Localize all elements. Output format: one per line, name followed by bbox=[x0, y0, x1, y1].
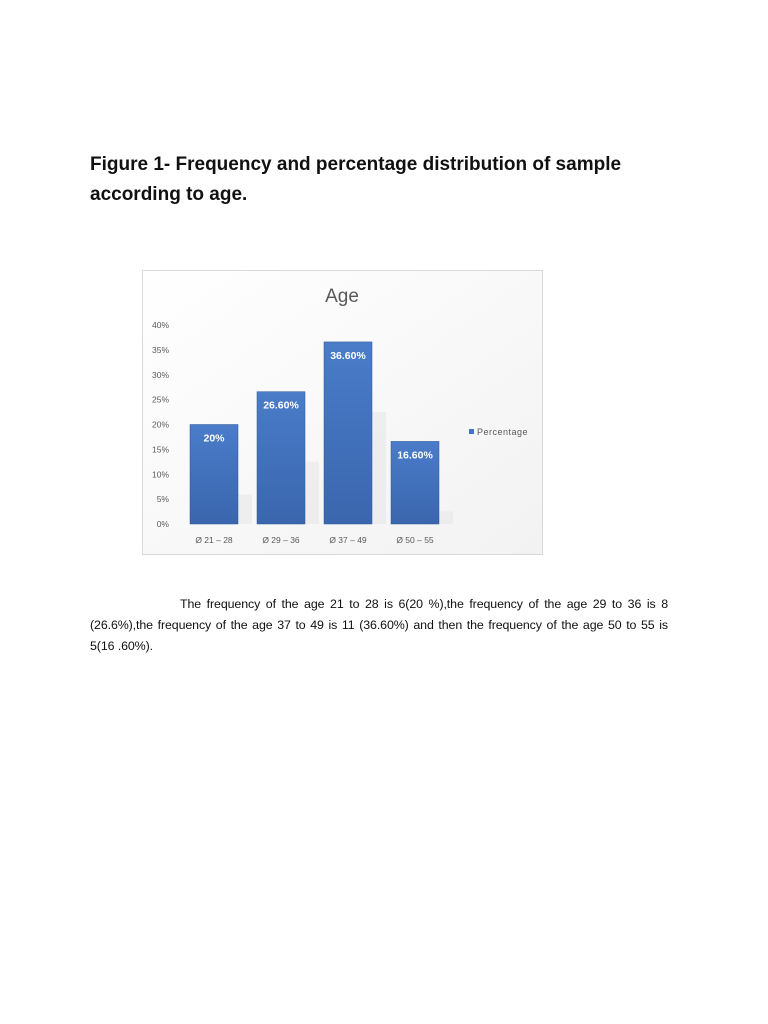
x-tick-label: Ø 21 – 28 bbox=[195, 535, 233, 545]
age-bar-chart bbox=[142, 270, 543, 555]
legend-label: Percentage bbox=[477, 427, 529, 437]
legend-swatch bbox=[469, 429, 474, 434]
x-tick-label: Ø 50 – 55 bbox=[396, 535, 434, 545]
y-tick-label: 40% bbox=[151, 320, 169, 330]
x-tick-label: Ø 29 – 36 bbox=[262, 535, 300, 545]
y-tick-label: 10% bbox=[151, 469, 169, 480]
y-tick-label: 25% bbox=[151, 394, 169, 405]
bar-data-label: 36.60% bbox=[330, 349, 366, 362]
body-paragraph: The frequency of the age 21 to 28 is 6(20 %),the frequency of the age 29 to 36 is 8 (26.6%),the frequency of the age 37 to 49 is 11 (36.60%) and then the frequency of the age 50 to 55 is 5(16 .60%). bbox=[90, 597, 668, 653]
chart-title: Age bbox=[325, 286, 359, 307]
y-tick-label: 15% bbox=[151, 444, 169, 455]
chart-svg bbox=[142, 270, 543, 555]
bar-data-label: 26.60% bbox=[263, 399, 299, 412]
bar bbox=[324, 342, 372, 524]
legend bbox=[469, 427, 528, 437]
y-tick-label: 0% bbox=[156, 519, 169, 529]
figure-caption: Figure 1- Frequency and percentage distribution of sample according to age. bbox=[90, 154, 622, 205]
bar-data-label: 20% bbox=[203, 432, 225, 445]
bar-data-label: 16.60% bbox=[397, 449, 433, 462]
x-tick-label: Ø 37 – 49 bbox=[329, 535, 367, 545]
y-tick-label: 35% bbox=[151, 344, 169, 355]
y-tick-label: 5% bbox=[156, 494, 169, 505]
y-tick-label: 30% bbox=[151, 369, 169, 380]
y-tick-label: 20% bbox=[151, 419, 169, 430]
